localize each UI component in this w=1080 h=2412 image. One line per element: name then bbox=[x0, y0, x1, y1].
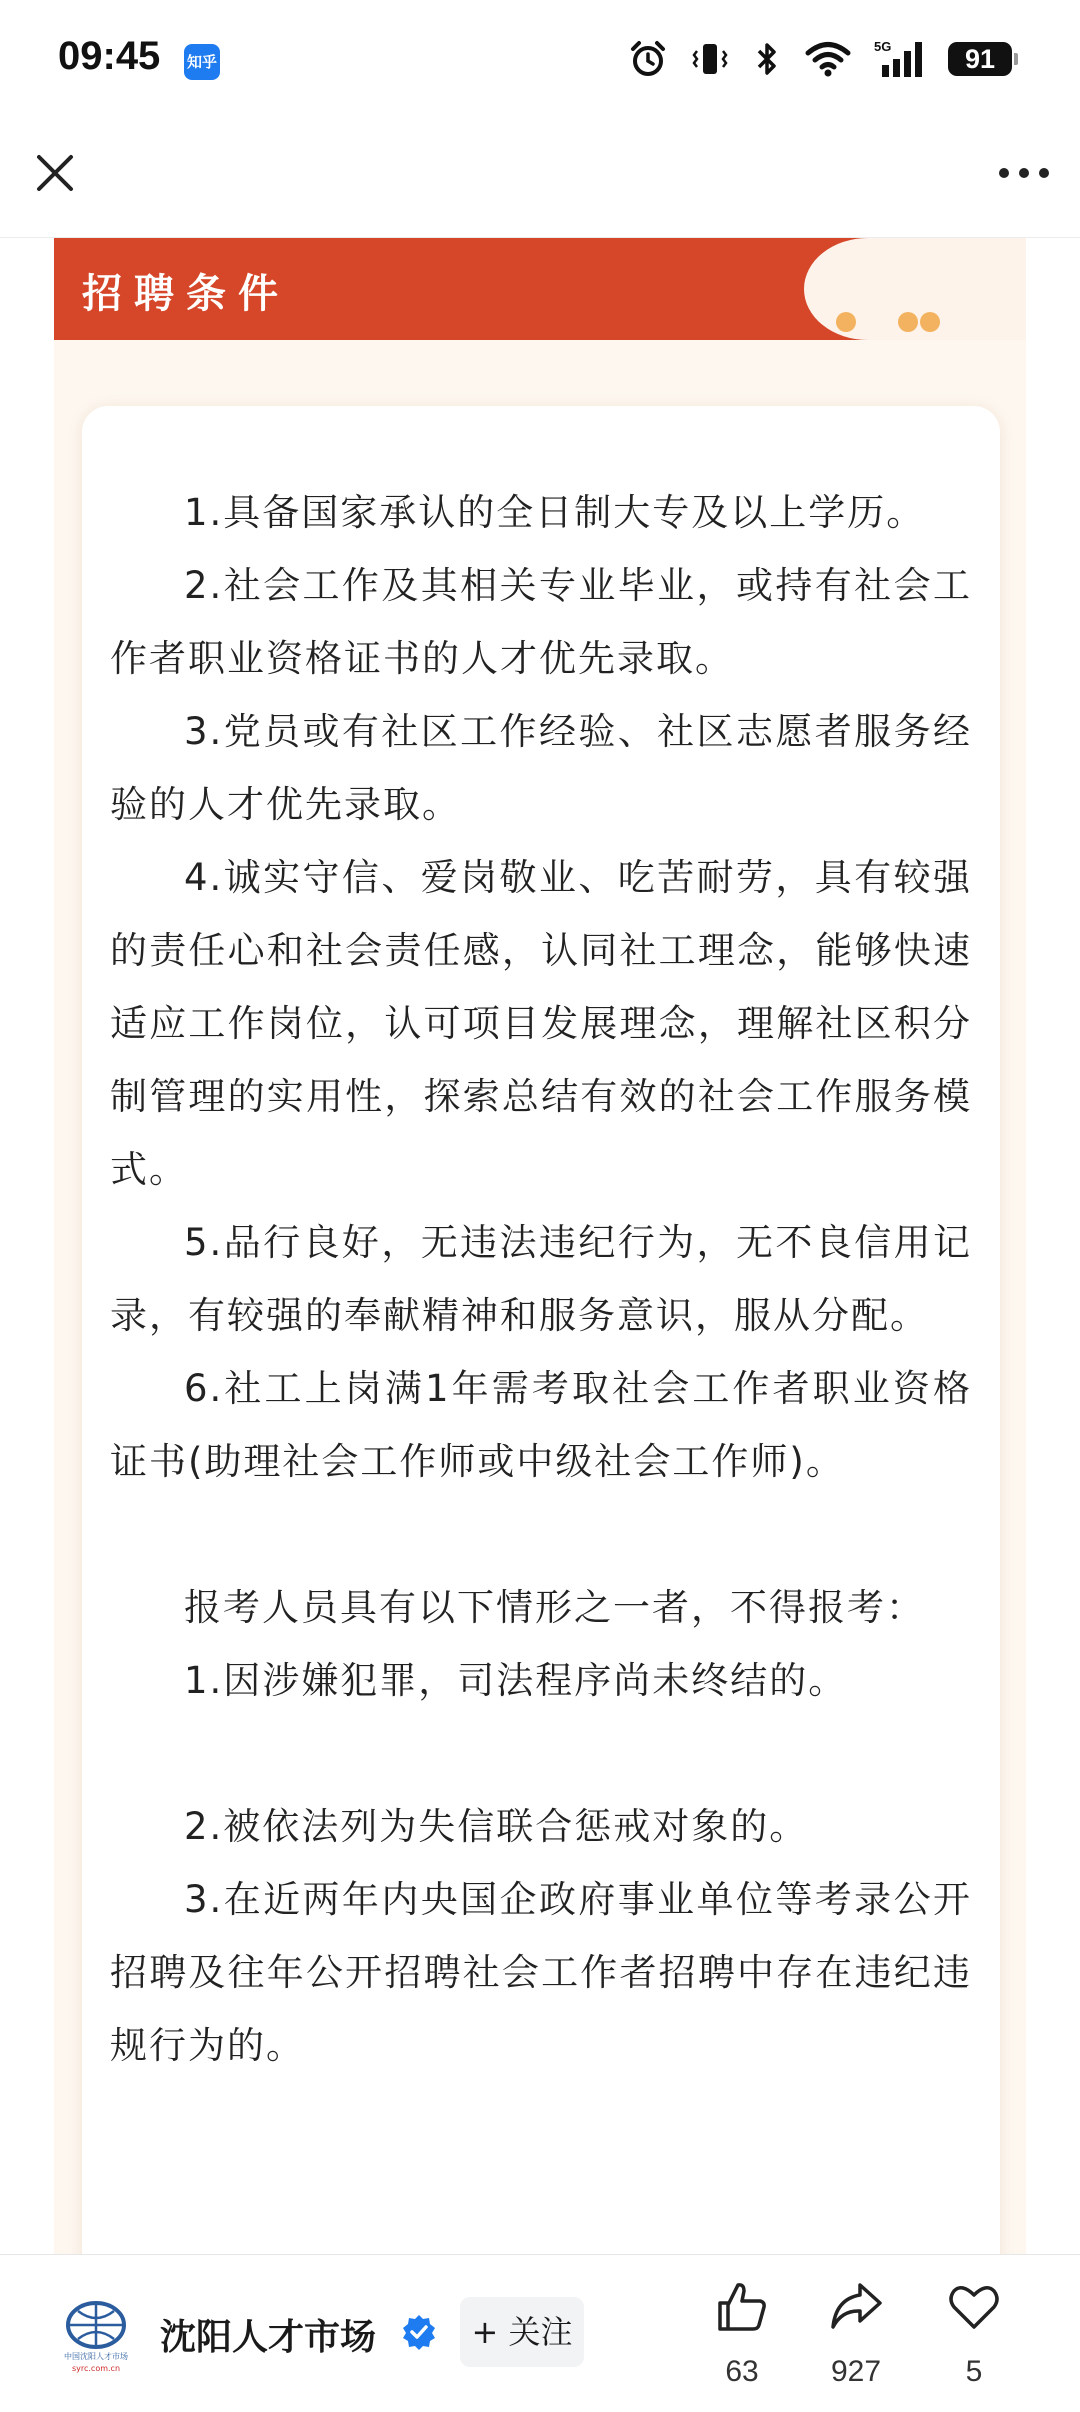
requirements-card bbox=[82, 406, 1000, 2254]
more-button[interactable] bbox=[988, 142, 1060, 204]
bluetooth-icon bbox=[752, 39, 782, 79]
spacer bbox=[110, 1498, 972, 1571]
favorite-count: 5 bbox=[965, 2355, 983, 2388]
follow-button[interactable]: + 关注 bbox=[460, 2297, 584, 2367]
more-icon bbox=[998, 167, 1050, 179]
share-button[interactable] bbox=[806, 2279, 906, 2399]
exclusion-item: 1.因涉嫌犯罪，司法程序尚未终结的。 bbox=[184, 1659, 848, 1702]
vibrate-icon bbox=[690, 39, 730, 79]
signal-icon bbox=[874, 39, 926, 79]
status-time: 09:45 bbox=[58, 34, 161, 78]
zhihu-app-icon: 知乎 bbox=[184, 44, 220, 80]
requirement-item: 1.具备国家承认的全日制大专及以上学历。 bbox=[184, 491, 926, 534]
decoration-dot bbox=[898, 312, 918, 332]
battery-icon: 91 bbox=[948, 42, 1012, 76]
article-content[interactable] bbox=[0, 238, 1080, 2254]
verified-badge-icon bbox=[400, 2313, 438, 2351]
exclusion-item: 3.在近两年内央国企政府事业单位等考录公开招聘及往年公开招聘社会工作者招聘中存在违纪违规行为的。 bbox=[110, 1878, 972, 2067]
requirement-item: 6.社工上岗满1年需考取社会工作者职业资格证书(助理社会工作师或中级社会工作师)。 bbox=[110, 1367, 972, 1483]
requirement-item: 3.党员或有社区工作经验、社区志愿者服务经验的人才优先录取。 bbox=[110, 710, 972, 826]
requirements-text bbox=[110, 476, 972, 2082]
share-icon bbox=[828, 2279, 884, 2335]
bottom-bar bbox=[0, 2254, 1080, 2412]
svg-text:5G: 5G bbox=[874, 39, 892, 54]
requirement-item: 4.诚实守信、爱岗敬业、吃苦耐劳，具有较强的责任心和社会责任感，认同社工理念，能够快速适应工作岗位，认可项目发展理念，理解社区积分制管理的实用性，探索总结有效的社会工作服务模式。 bbox=[110, 856, 972, 1191]
exclusion-item: 2.被依法列为失信联合惩戒对象的。 bbox=[184, 1805, 809, 1848]
avatar-logo-url: syrc.com.cn bbox=[71, 2364, 121, 2373]
top-nav bbox=[0, 120, 1080, 238]
author-name[interactable]: 沈阳人才市场 bbox=[160, 2317, 377, 2358]
decoration-dot bbox=[920, 312, 940, 332]
decoration-dot bbox=[836, 312, 856, 332]
exclusion-intro: 报考人员具有以下情形之一者，不得报考： bbox=[184, 1586, 925, 1629]
like-button[interactable] bbox=[692, 2279, 792, 2399]
wifi-icon bbox=[804, 39, 852, 79]
author-avatar[interactable] bbox=[56, 2295, 136, 2375]
status-icons bbox=[628, 36, 1012, 82]
like-count: 63 bbox=[725, 2355, 759, 2388]
alarm-icon bbox=[628, 39, 668, 79]
requirement-item: 5.品行良好，无违法违纪行为，无不良信用记录，有较强的奉献精神和服务意识，服从分配。 bbox=[110, 1221, 972, 1337]
spacer bbox=[110, 1717, 972, 1790]
article-image bbox=[54, 238, 1026, 2254]
section-title: 招聘条件 bbox=[82, 271, 290, 317]
requirement-item: 2.社会工作及其相关专业毕业，或持有社会工作者职业资格证书的人才优先录取。 bbox=[110, 564, 972, 680]
close-icon bbox=[33, 151, 77, 195]
status-bar bbox=[0, 0, 1080, 120]
banner-decoration bbox=[804, 238, 1026, 340]
close-button[interactable] bbox=[24, 142, 86, 204]
avatar-logo-text: 中国沈阳人才市场 bbox=[64, 2352, 128, 2361]
section-banner bbox=[54, 238, 1026, 340]
heart-icon bbox=[946, 2279, 1002, 2335]
favorite-button[interactable] bbox=[924, 2279, 1024, 2399]
share-count: 927 bbox=[830, 2355, 882, 2388]
thumbs-up-icon bbox=[714, 2279, 770, 2335]
